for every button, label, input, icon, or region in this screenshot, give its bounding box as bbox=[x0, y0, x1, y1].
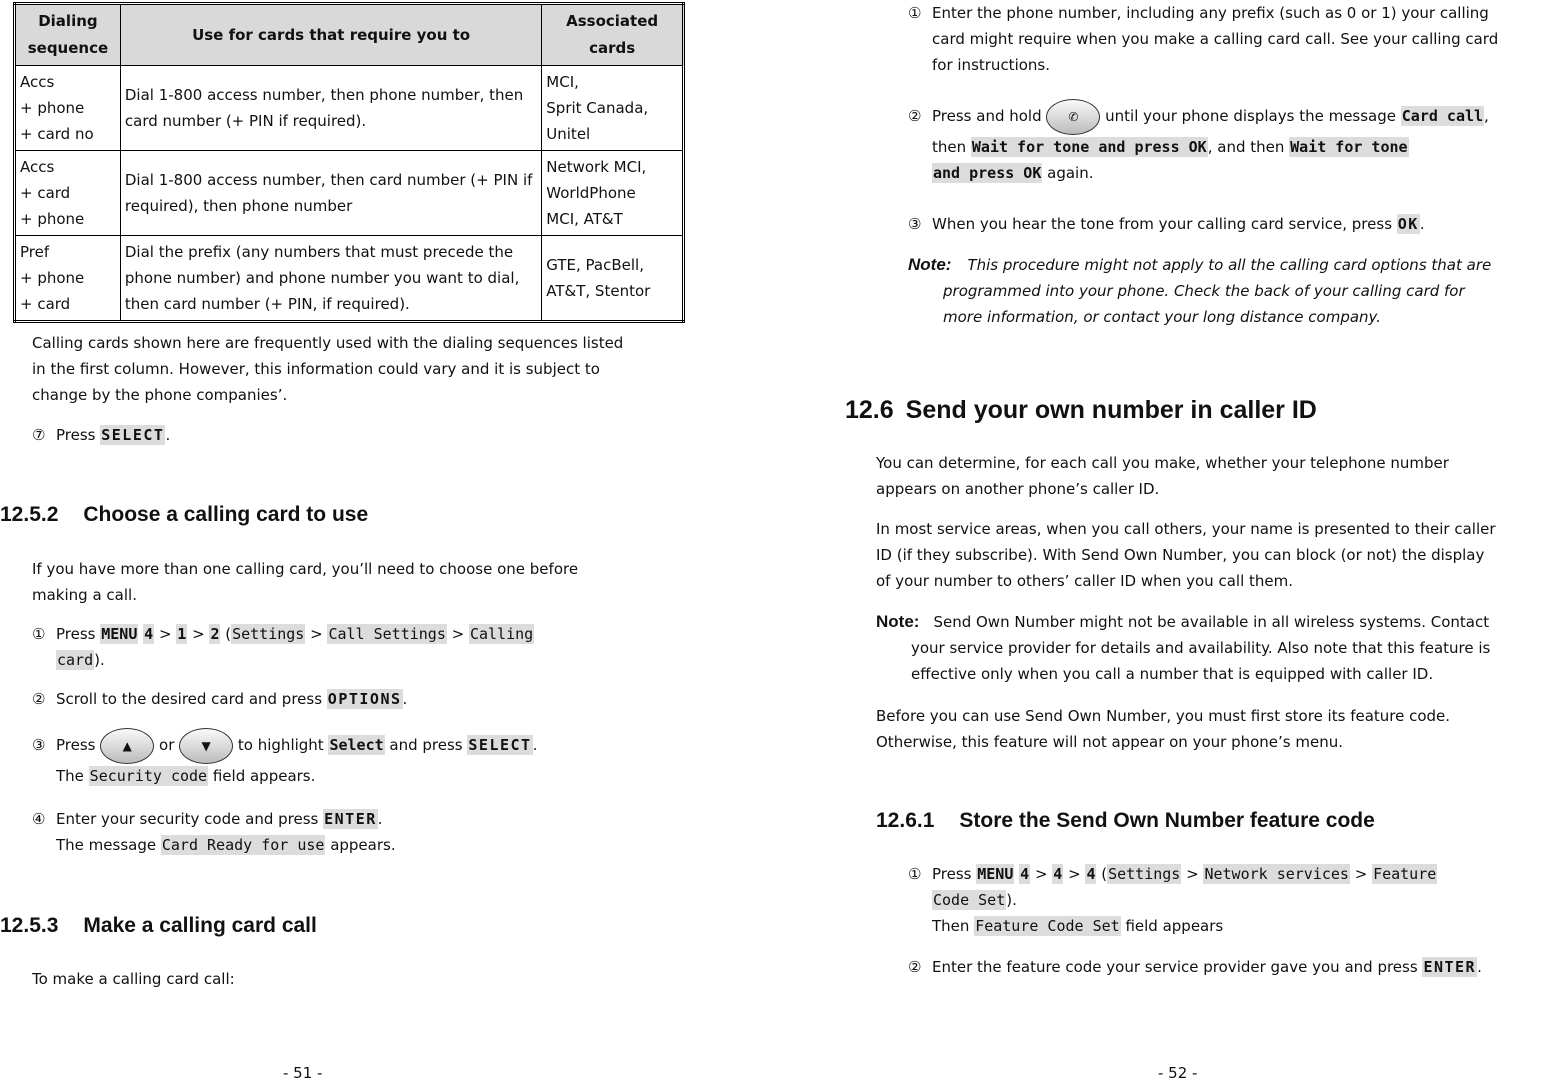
feature-step-2: ② Enter the feature code your service provider gave you and press ENTER. bbox=[908, 958, 1482, 976]
calling-cards-paragraph: Calling cards shown here are frequently used with the dialing sequences listed in the first column. However, this information could vary and it is subject to change by the phone companies’. bbox=[32, 334, 624, 404]
caller-id-paragraph-2: In most service areas, when you call others, your name is presented to their caller ID (if they subscribe). With Send Own Number, you can block (or not) the display of your number to others’ caller ID when you call them. bbox=[876, 520, 1496, 590]
page-number-left: - 51 - bbox=[283, 1064, 323, 1082]
choose-card-intro: If you have more than one calling card, you’ll need to choose one before making a call. bbox=[32, 560, 579, 604]
seq-cell: Accs + phone + card no bbox=[15, 66, 121, 151]
cards-cell: MCI, Sprit Canada, Unitel bbox=[542, 66, 684, 151]
seq-cell: Pref + phone + card bbox=[15, 236, 121, 322]
section-12-5-3-heading: 12.5.3 Make a calling card call bbox=[0, 914, 317, 937]
note-calling-card: Note: This procedure might not apply to all the calling card options that are programmed into your phone. Check the back of your calling card for more information, or contact your long distance company. bbox=[908, 255, 1492, 326]
header-use-for: Use for cards that require you to bbox=[120, 4, 541, 66]
cards-cell: Network MCI, WorldPhone MCI, AT&T bbox=[542, 151, 684, 236]
step-1: ① Press MENU 4 > 1 > 2 (Settings > Call Settings > Calling card). bbox=[32, 625, 534, 669]
caller-id-paragraph-1: You can determine, for each call you make, whether your telephone number appears on another phone’s caller ID. bbox=[876, 454, 1449, 498]
dialing-sequence-table bbox=[13, 2, 685, 323]
make-call-intro: To make a calling card call: bbox=[32, 970, 235, 988]
send-key-icon: ✆ bbox=[1046, 99, 1100, 135]
page-number-right: - 52 - bbox=[1158, 1064, 1198, 1082]
use-cell: Dial 1-800 access number, then card number (+ PIN if required), then phone number bbox=[120, 151, 541, 236]
step-7: ⑦ Press SELECT. bbox=[32, 426, 171, 444]
step-2: ② Scroll to the desired card and press OPTIONS. bbox=[32, 690, 408, 708]
use-cell: Dial the prefix (any numbers that must precede the phone number) and phone number you want to dial, then card number (+ PIN, if required). bbox=[120, 236, 541, 322]
right-step-2: ② Press and hold ✆ until your phone displays the message Card call, then Wait for tone and press OK, and then Wait for tone and press OK again. bbox=[908, 98, 1489, 186]
feature-step-1: ① Press MENU 4 > 4 > 4 (Settings > Network services > Feature Code Set). Then Feature Code Set field appears bbox=[908, 865, 1437, 935]
note-send-own-number: Note: Send Own Number might not be available in all wireless systems. Contact your service provider for details and availability. Also note that this feature is effective only when you call a number that is equipped with caller ID. bbox=[876, 612, 1491, 683]
header-dialing-sequence: Dialing sequence bbox=[15, 4, 121, 66]
down-key-icon: ▼ bbox=[179, 728, 233, 764]
table-row bbox=[15, 66, 684, 151]
cards-cell: GTE, PacBell, AT&T, Stentor bbox=[542, 236, 684, 322]
table-row bbox=[15, 151, 684, 236]
header-associated-cards: Associated cards bbox=[542, 4, 684, 66]
section-12-6-heading: 12.6 Send your own number in caller ID bbox=[845, 396, 1317, 424]
step-3: ③ Press ▲ or ▼ to highlight Select and press SELECT. The Security code field appears. bbox=[32, 727, 537, 789]
seq-cell: Accs + card + phone bbox=[15, 151, 121, 236]
use-cell: Dial 1-800 access number, then phone number, then card number (+ PIN if required). bbox=[120, 66, 541, 151]
right-step-3: ③ When you hear the tone from your calling card service, press OK. bbox=[908, 215, 1425, 233]
section-12-6-1-heading: 12.6.1 Store the Send Own Number feature code bbox=[876, 809, 1375, 832]
up-key-icon: ▲ bbox=[100, 728, 154, 764]
right-step-1: ① Enter the phone number, including any prefix (such as 0 or 1) your calling card might require when you make a calling card call. See your calling card for instructions. bbox=[908, 4, 1499, 74]
table-row bbox=[15, 236, 684, 322]
caller-id-paragraph-3: Before you can use Send Own Number, you must first store its feature code. Otherwise, this feature will not appear on your phone’s menu. bbox=[876, 707, 1451, 751]
section-12-5-2-heading: 12.5.2 Choose a calling card to use bbox=[0, 503, 369, 526]
step-4: ④ Enter your security code and press ENTER. The message Card Ready for use appears. bbox=[32, 810, 396, 854]
table-header-row bbox=[15, 4, 684, 66]
